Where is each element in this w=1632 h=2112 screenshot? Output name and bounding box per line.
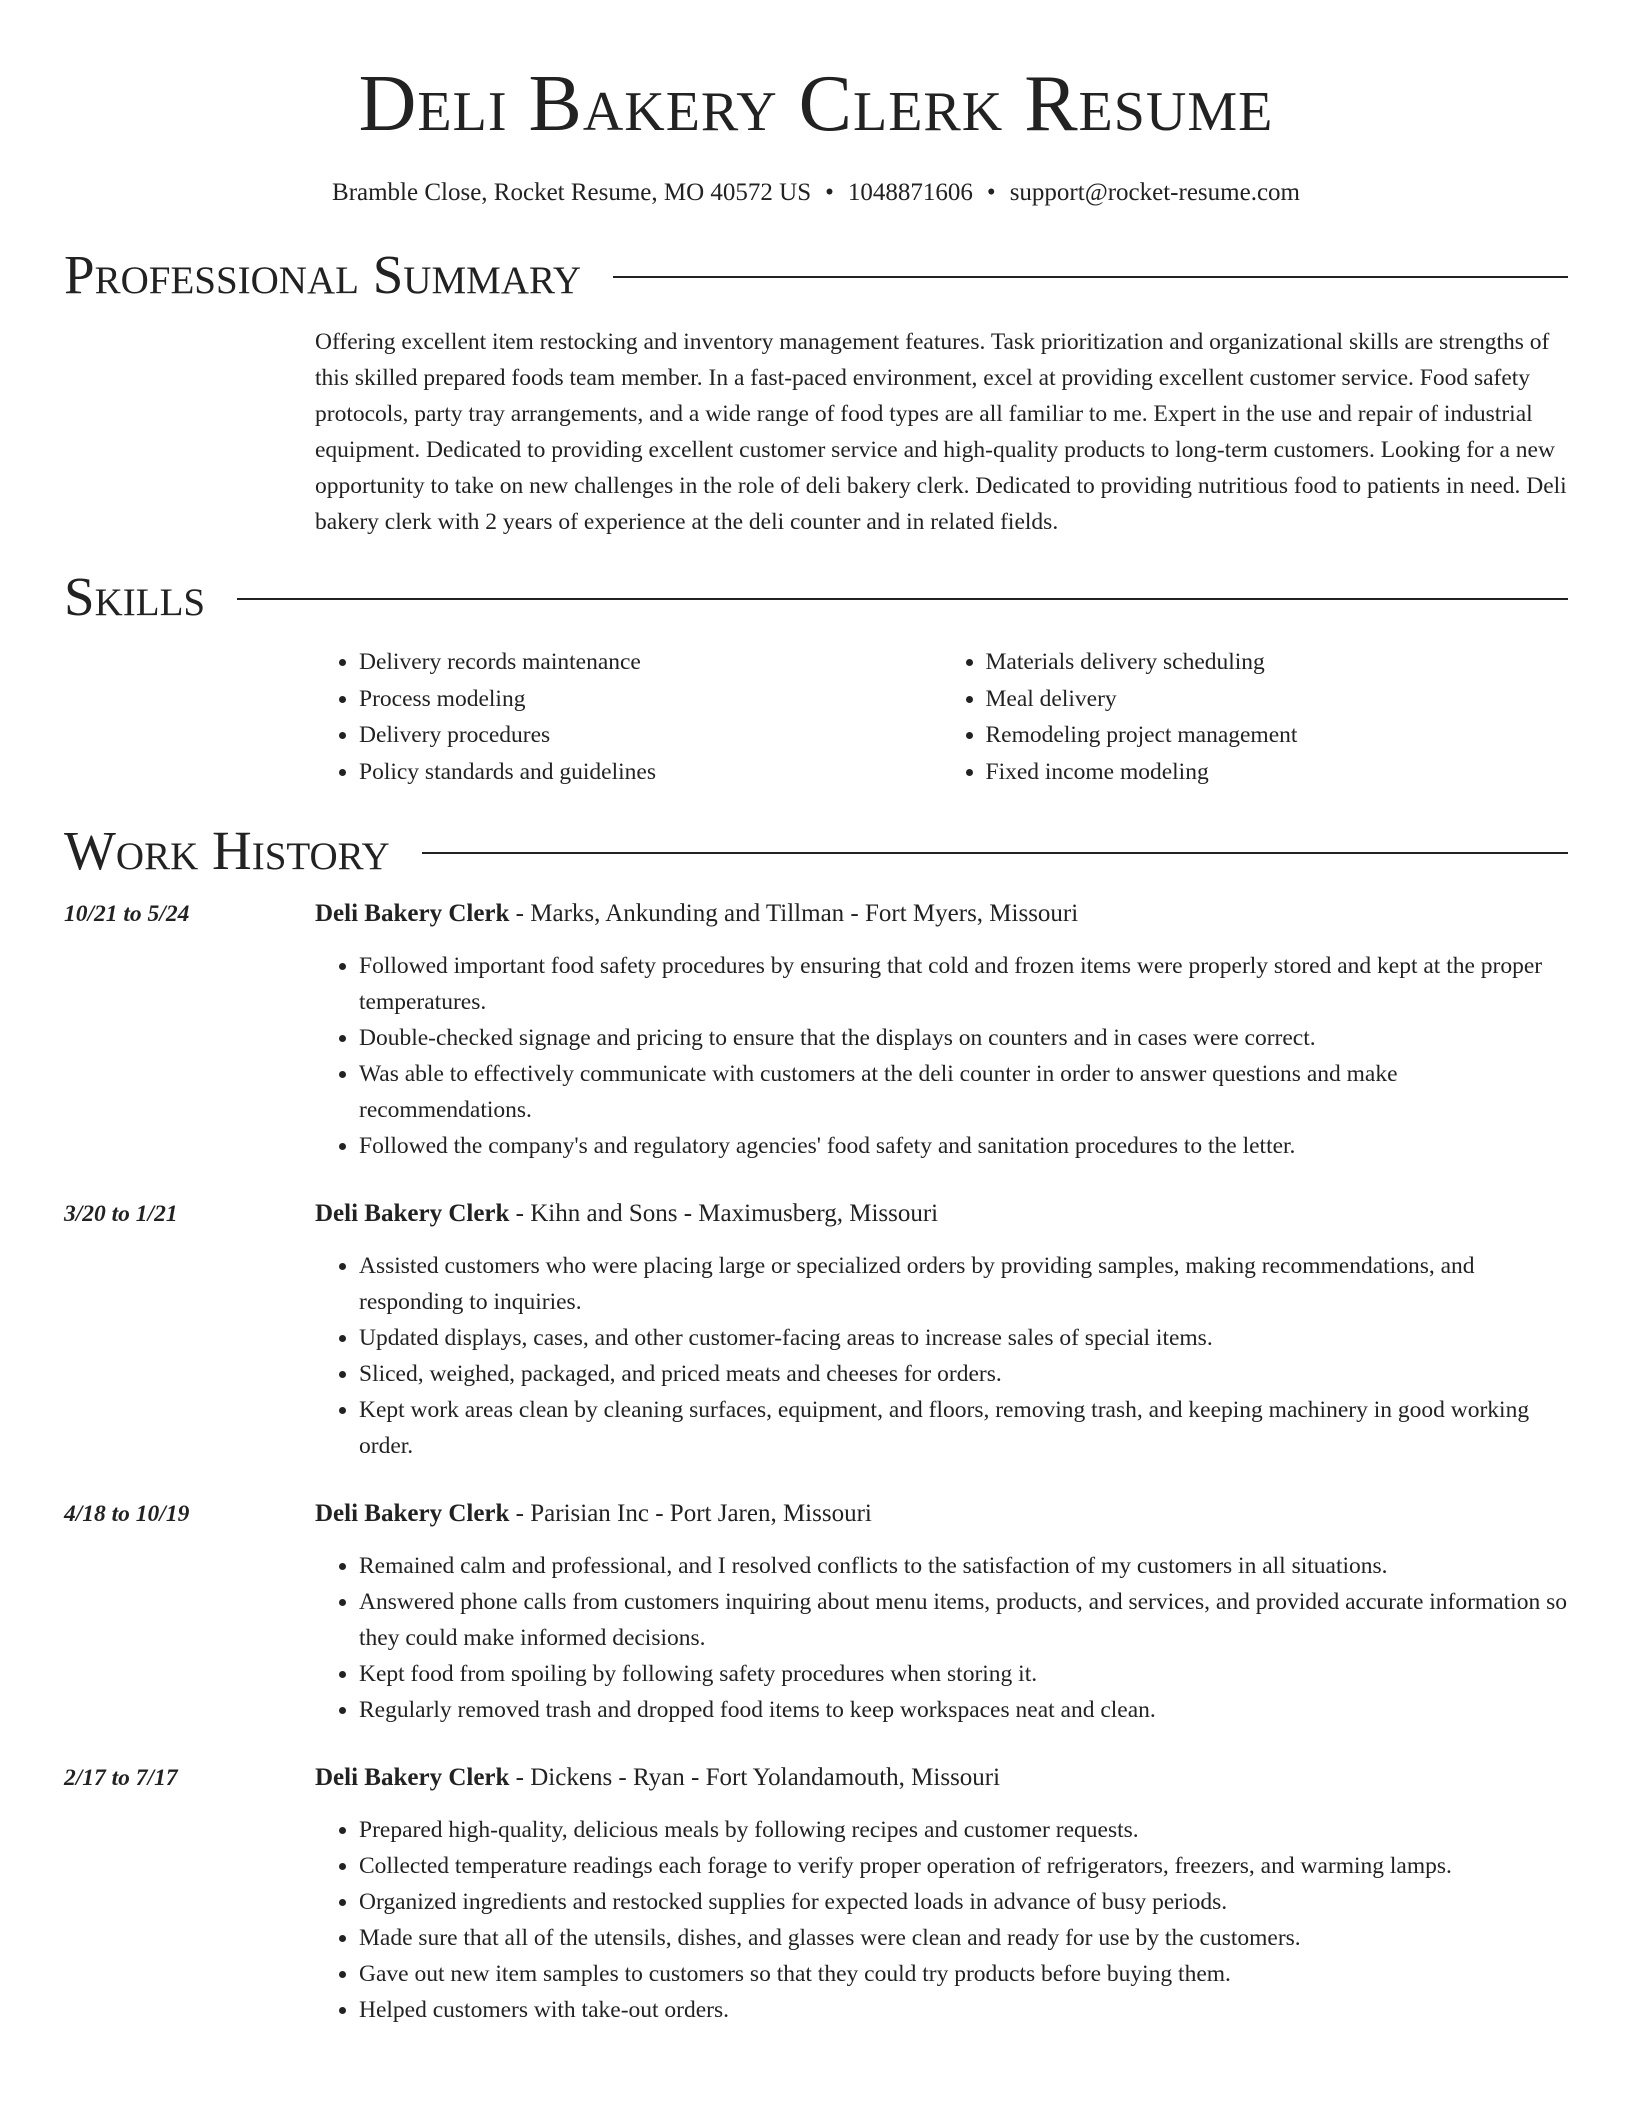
- job-employer-location: - Parisian Inc - Port Jaren, Missouri: [509, 1500, 872, 1527]
- work-section-header: [64, 820, 1568, 882]
- skills-section-header: [64, 566, 1568, 628]
- job-employer-location: - Marks, Ankunding and Tillman - Fort Myers, Missouri: [509, 900, 1079, 927]
- skill-item: • Meal delivery: [986, 681, 1569, 718]
- job-body: [315, 1196, 1568, 1464]
- job-duty: • Organized ingredients and restocked supplies for expected loads in advance of busy periods.: [359, 1884, 1568, 1920]
- skill-item: • Materials delivery scheduling: [986, 644, 1569, 681]
- skill-item: • Process modeling: [359, 681, 942, 718]
- job-duty: • Followed important food safety procedures by ensuring that cold and frozen items were properly stored and kept at the proper temperatures.: [359, 948, 1568, 1020]
- job-entry: [64, 1760, 1568, 2028]
- work-heading: Work History: [64, 820, 390, 881]
- job-duties: [315, 1548, 1568, 1728]
- contact-phone: 1048871606: [847, 179, 973, 206]
- summary-heading: Professional Summary: [64, 244, 582, 305]
- contact-separator: •: [986, 179, 996, 206]
- job-duty: • Answered phone calls from customers inquiring about menu items, products, and services, and provided accurate information so they could make informed decisions.: [359, 1584, 1568, 1656]
- job-body: [315, 1760, 1568, 2028]
- job-title: Deli Bakery Clerk: [315, 1500, 510, 1527]
- job-duty: • Kept food from spoiling by following safety procedures when storing it.: [359, 1656, 1568, 1692]
- skills-column-right: [942, 644, 1569, 790]
- contact-address: Bramble Close, Rocket Resume, MO 40572 US: [332, 179, 812, 206]
- job-duty: • Kept work areas clean by cleaning surfaces, equipment, and floors, removing trash, and keeping machinery in good working order.: [359, 1392, 1568, 1464]
- section-divider: [422, 852, 1568, 854]
- job-duties: [315, 1812, 1568, 2028]
- job-duty: • Followed the company's and regulatory agencies' food safety and sanitation procedures to the letter.: [359, 1128, 1568, 1164]
- job-duty: • Prepared high-quality, delicious meals by following recipes and customer requests.: [359, 1812, 1568, 1848]
- job-duty: • Assisted customers who were placing large or specialized orders by providing samples, making recommendations, and responding to inquiries.: [359, 1248, 1568, 1320]
- job-title: Deli Bakery Clerk: [315, 1200, 510, 1227]
- job-duty: • Remained calm and professional, and I resolved conflicts to the satisfaction of my customers in all situations.: [359, 1548, 1568, 1584]
- summary-section: [315, 324, 1568, 540]
- job-title: Deli Bakery Clerk: [315, 900, 510, 927]
- job-heading: [315, 1196, 1568, 1232]
- summary-section-header: [64, 244, 1568, 306]
- job-duties: [315, 1248, 1568, 1464]
- job-duty: • Sliced, weighed, packaged, and priced meats and cheeses for orders.: [359, 1356, 1568, 1392]
- job-duty: • Regularly removed trash and dropped food items to keep workspaces neat and clean.: [359, 1692, 1568, 1728]
- job-dates: 4/18 to 10/19: [64, 1501, 190, 1527]
- section-divider: [613, 276, 1568, 278]
- contact-separator: •: [825, 179, 834, 206]
- skill-item: • Fixed income modeling: [986, 754, 1569, 791]
- job-duty: • Double-checked signage and pricing to ensure that the displays on counters and in cases were correct.: [359, 1020, 1568, 1056]
- job-dates: 10/21 to 5/24: [64, 901, 190, 927]
- skills-list: [315, 644, 1568, 790]
- job-body: [315, 1496, 1568, 1728]
- job-duty: • Updated displays, cases, and other customer-facing areas to increase sales of special items.: [359, 1320, 1568, 1356]
- job-heading: [315, 1760, 1568, 1796]
- job-duties: [315, 948, 1568, 1164]
- job-duty: • Collected temperature readings each forage to verify proper operation of refrigerators, freezers, and warming lamps.: [359, 1848, 1568, 1884]
- skill-item: • Remodeling project management: [986, 717, 1569, 754]
- job-dates: 2/17 to 7/17: [64, 1765, 178, 1791]
- job-title: Deli Bakery Clerk: [315, 1764, 510, 1791]
- section-divider: [237, 598, 1568, 600]
- job-duty: • Made sure that all of the utensils, dishes, and glasses were clean and ready for use by the customers.: [359, 1920, 1568, 1956]
- job-heading: [315, 1496, 1568, 1532]
- job-entry: [64, 1196, 1568, 1464]
- job-employer-location: - Kihn and Sons - Maximusberg, Missouri: [509, 1200, 939, 1227]
- resume-title: Deli Bakery Clerk Resume: [358, 60, 1274, 148]
- skills-heading: Skills: [64, 566, 206, 627]
- job-duty: • Helped customers with take-out orders.: [359, 1992, 1568, 2028]
- skill-item: • Delivery records maintenance: [359, 644, 942, 681]
- skill-item: • Policy standards and guidelines: [359, 754, 942, 791]
- job-heading: [315, 896, 1568, 932]
- job-entry: [64, 1496, 1568, 1728]
- job-employer-location: - Dickens - Ryan - Fort Yolandamouth, Missouri: [509, 1764, 1001, 1791]
- summary-text: Offering excellent item restocking and inventory management features. Task prioritization and organizational skills are strengths of this skilled prepared foods team member. In a fast-paced environment, excel at providing excellent customer service. Food safety protocols, party tray arrangements, and a wide range of food types are all familiar to me. Expert in the use and repair of industrial equipment. Dedicated to providing excellent customer service and high-quality products to long-term customers. Looking for a new opportunity to take on new challenges in the role of deli bakery clerk. Dedicated to providing nutritious food to patients in need. Deli bakery clerk with 2 years of experience at the deli counter and in related fields.: [315, 329, 1567, 535]
- skills-column-left: [315, 644, 942, 790]
- contact-line: [64, 178, 1568, 208]
- job-entry: [64, 896, 1568, 1164]
- skill-item: • Delivery procedures: [359, 717, 942, 754]
- contact-email: support@rocket-resume.com: [1009, 179, 1300, 206]
- job-duty: • Gave out new item samples to customers so that they could try products before buying them.: [359, 1956, 1568, 1992]
- job-dates: 3/20 to 1/21: [64, 1201, 178, 1227]
- job-duty: • Was able to effectively communicate with customers at the deli counter in order to answer questions and make recommendations.: [359, 1056, 1568, 1128]
- job-body: [315, 896, 1568, 1164]
